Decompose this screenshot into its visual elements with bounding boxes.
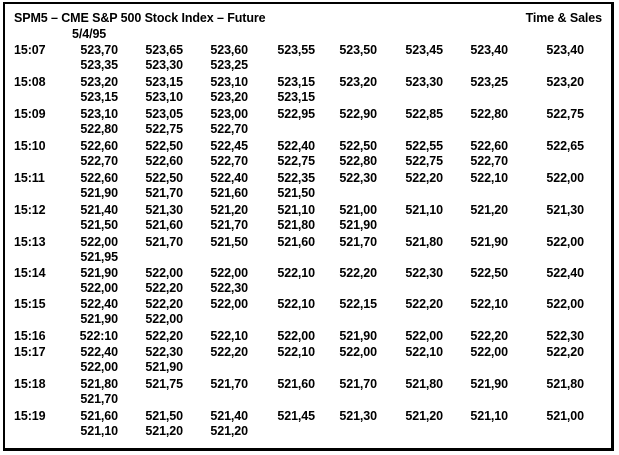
trade-price: 522,35 bbox=[277, 171, 315, 185]
trade-price: 521,20 bbox=[145, 424, 183, 438]
trade-price: 522,10 bbox=[277, 266, 315, 280]
trade-price: 521,10 bbox=[277, 203, 315, 217]
trade-price: 523,30 bbox=[405, 75, 443, 89]
trade-price: 521,90 bbox=[80, 186, 118, 200]
trade-price: 523,15 bbox=[80, 90, 118, 104]
trade-price: 521,20 bbox=[210, 424, 248, 438]
trade-price: 522,10 bbox=[470, 171, 508, 185]
row-time: 15:14 bbox=[14, 266, 46, 280]
trade-price: 523,45 bbox=[405, 43, 443, 57]
trade-price: 521,60 bbox=[145, 218, 183, 232]
trade-price: 521,10 bbox=[405, 203, 443, 217]
trade-price: 521,90 bbox=[470, 235, 508, 249]
trade-price: 522,10 bbox=[405, 345, 443, 359]
window-title: Time & Sales bbox=[525, 11, 602, 25]
trade-price: 523,65 bbox=[145, 43, 183, 57]
trade-price: 522,00 bbox=[546, 171, 584, 185]
trade-price: 521,50 bbox=[80, 218, 118, 232]
trade-price: 521,90 bbox=[339, 329, 377, 343]
trade-price: 522,00 bbox=[145, 312, 183, 326]
trade-price: 522,20 bbox=[145, 281, 183, 295]
trade-price: 523,05 bbox=[145, 107, 183, 121]
trade-price: 522,55 bbox=[405, 139, 443, 153]
trade-price: 522,40 bbox=[80, 345, 118, 359]
trade-price: 521,75 bbox=[145, 377, 183, 391]
trade-price: 521,20 bbox=[405, 409, 443, 423]
trade-price: 521,70 bbox=[145, 186, 183, 200]
trade-price: 523,60 bbox=[210, 43, 248, 57]
trade-price: 523,35 bbox=[80, 58, 118, 72]
trade-price: 521,10 bbox=[470, 409, 508, 423]
trade-price: 522,75 bbox=[277, 154, 315, 168]
trade-price: 522,50 bbox=[339, 139, 377, 153]
trade-price: 521,50 bbox=[277, 186, 315, 200]
trade-price: 522,75 bbox=[546, 107, 584, 121]
trade-price: 522,20 bbox=[470, 329, 508, 343]
trade-price: 521,70 bbox=[145, 235, 183, 249]
trade-price: 522,60 bbox=[80, 171, 118, 185]
trade-price: 521,70 bbox=[210, 377, 248, 391]
trade-price: 523,25 bbox=[470, 75, 508, 89]
trade-price: 523,15 bbox=[145, 75, 183, 89]
trade-price: 522,00 bbox=[80, 281, 118, 295]
trade-price: 522,70 bbox=[210, 154, 248, 168]
trade-price: 522,00 bbox=[145, 266, 183, 280]
trade-price: 521,30 bbox=[145, 203, 183, 217]
trade-price: 522,50 bbox=[470, 266, 508, 280]
trade-price: 522,00 bbox=[80, 235, 118, 249]
trade-price: 523,70 bbox=[80, 43, 118, 57]
trade-price: 522,10 bbox=[470, 297, 508, 311]
trade-price: 522,20 bbox=[546, 345, 584, 359]
trade-price: 521,90 bbox=[339, 218, 377, 232]
row-time: 15:19 bbox=[14, 409, 46, 423]
trade-price: 522,50 bbox=[145, 139, 183, 153]
row-time: 15:08 bbox=[14, 75, 46, 89]
row-time: 15:18 bbox=[14, 377, 46, 391]
row-time: 15:10 bbox=[14, 139, 46, 153]
trade-price: 521,90 bbox=[145, 360, 183, 374]
row-time: 15:15 bbox=[14, 297, 46, 311]
trade-price: 521,80 bbox=[80, 377, 118, 391]
trade-price: 522,40 bbox=[80, 297, 118, 311]
trade-price: 522,00 bbox=[80, 360, 118, 374]
trade-price: 521,10 bbox=[80, 424, 118, 438]
trade-price: 522,75 bbox=[405, 154, 443, 168]
row-time: 15:16 bbox=[14, 329, 46, 343]
trade-price: 523,20 bbox=[80, 75, 118, 89]
trade-price: 522,70 bbox=[210, 122, 248, 136]
trade-price: 522,20 bbox=[339, 266, 377, 280]
trade-price: 522,20 bbox=[405, 171, 443, 185]
trade-price: 521,60 bbox=[80, 409, 118, 423]
trade-price: 522,30 bbox=[145, 345, 183, 359]
trade-price: 522,40 bbox=[546, 266, 584, 280]
trade-price: 523,15 bbox=[277, 90, 315, 104]
trade-price: 523,20 bbox=[546, 75, 584, 89]
trade-price: 521,70 bbox=[80, 392, 118, 406]
trade-price: 522,65 bbox=[546, 139, 584, 153]
trade-price: 523,00 bbox=[210, 107, 248, 121]
trade-price: 522,70 bbox=[470, 154, 508, 168]
trade-price: 523,20 bbox=[210, 90, 248, 104]
trade-price: 521,00 bbox=[339, 203, 377, 217]
trade-price: 522,30 bbox=[546, 329, 584, 343]
trade-price: 522,40 bbox=[210, 171, 248, 185]
trade-price: 521,70 bbox=[339, 377, 377, 391]
trade-price: 521,45 bbox=[277, 409, 315, 423]
row-time: 15:09 bbox=[14, 107, 46, 121]
trade-price: 523,10 bbox=[210, 75, 248, 89]
trade-price: 521,20 bbox=[210, 203, 248, 217]
trade-price: 522,10 bbox=[277, 297, 315, 311]
trade-price: 522,30 bbox=[339, 171, 377, 185]
trade-price: 522,50 bbox=[145, 171, 183, 185]
trade-price: 523,15 bbox=[277, 75, 315, 89]
trade-price: 521,90 bbox=[80, 312, 118, 326]
trade-price: 521,80 bbox=[546, 377, 584, 391]
row-time: 15:12 bbox=[14, 203, 46, 217]
trade-price: 522,75 bbox=[145, 122, 183, 136]
trade-price: 523,25 bbox=[210, 58, 248, 72]
trade-price: 521,20 bbox=[470, 203, 508, 217]
trade-price: 523,40 bbox=[546, 43, 584, 57]
session-date: 5/4/95 bbox=[72, 27, 107, 41]
row-time: 15:17 bbox=[14, 345, 46, 359]
trade-price: 521,80 bbox=[405, 377, 443, 391]
trade-price: 522,30 bbox=[405, 266, 443, 280]
trade-price: 522,00 bbox=[339, 345, 377, 359]
trade-price: 522:10 bbox=[79, 329, 118, 343]
trade-price: 522,15 bbox=[339, 297, 377, 311]
trade-price: 523,30 bbox=[145, 58, 183, 72]
trade-price: 522,00 bbox=[277, 329, 315, 343]
trade-price: 522,95 bbox=[277, 107, 315, 121]
trade-price: 521,00 bbox=[546, 409, 584, 423]
trade-price: 521,60 bbox=[277, 377, 315, 391]
trade-price: 522,40 bbox=[277, 139, 315, 153]
trade-price: 522,85 bbox=[405, 107, 443, 121]
instrument-title: SPM5 – CME S&P 500 Stock Index – Future bbox=[14, 11, 266, 25]
trade-price: 521,95 bbox=[80, 250, 118, 264]
trade-price: 521,70 bbox=[210, 218, 248, 232]
trade-price: 522,20 bbox=[405, 297, 443, 311]
row-time: 15:13 bbox=[14, 235, 46, 249]
trade-price: 523,10 bbox=[80, 107, 118, 121]
row-time: 15:07 bbox=[14, 43, 46, 57]
trade-price: 521,80 bbox=[277, 218, 315, 232]
trade-price: 521,60 bbox=[277, 235, 315, 249]
trade-price: 522,45 bbox=[210, 139, 248, 153]
trade-price: 523,50 bbox=[339, 43, 377, 57]
trade-price: 522,00 bbox=[210, 297, 248, 311]
trade-price: 522,00 bbox=[546, 235, 584, 249]
trade-price: 522,00 bbox=[405, 329, 443, 343]
trade-price: 522,90 bbox=[339, 107, 377, 121]
trade-price: 522,10 bbox=[210, 329, 248, 343]
trade-price: 522,70 bbox=[80, 154, 118, 168]
trade-price: 522,80 bbox=[80, 122, 118, 136]
trade-price: 523,40 bbox=[470, 43, 508, 57]
trade-price: 522,80 bbox=[339, 154, 377, 168]
trade-price: 522,00 bbox=[546, 297, 584, 311]
trade-price: 521,90 bbox=[80, 266, 118, 280]
trade-price: 521,70 bbox=[339, 235, 377, 249]
trade-price: 521,90 bbox=[470, 377, 508, 391]
trade-price: 521,30 bbox=[546, 203, 584, 217]
trade-price: 522,20 bbox=[210, 345, 248, 359]
trade-price: 521,50 bbox=[210, 235, 248, 249]
trade-price: 522,00 bbox=[470, 345, 508, 359]
trade-price: 523,10 bbox=[145, 90, 183, 104]
trade-price: 521,40 bbox=[80, 203, 118, 217]
trade-price: 522,00 bbox=[210, 266, 248, 280]
row-time: 15:11 bbox=[14, 171, 45, 185]
trade-price: 522,10 bbox=[277, 345, 315, 359]
trade-price: 522,20 bbox=[145, 329, 183, 343]
trade-price: 521,80 bbox=[405, 235, 443, 249]
trade-price: 521,60 bbox=[210, 186, 248, 200]
trade-price: 521,50 bbox=[145, 409, 183, 423]
trade-price: 521,30 bbox=[339, 409, 377, 423]
trade-price: 522,30 bbox=[210, 281, 248, 295]
trade-price: 521,40 bbox=[210, 409, 248, 423]
trade-price: 522,80 bbox=[470, 107, 508, 121]
trade-price: 522,20 bbox=[145, 297, 183, 311]
trade-price: 523,20 bbox=[339, 75, 377, 89]
trade-price: 523,55 bbox=[277, 43, 315, 57]
trade-price: 522,60 bbox=[145, 154, 183, 168]
trade-price: 522,60 bbox=[470, 139, 508, 153]
trade-price: 522,60 bbox=[80, 139, 118, 153]
